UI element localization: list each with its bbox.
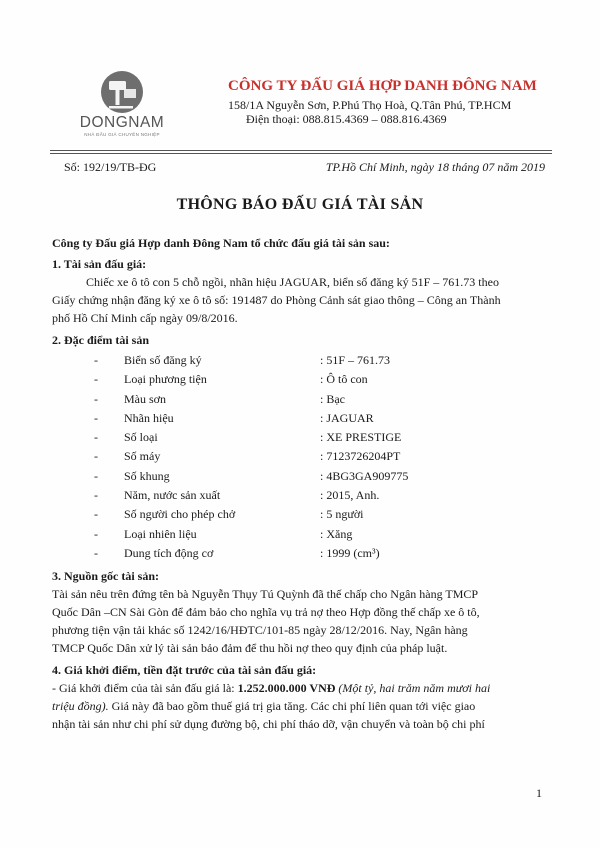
spec-value: : 7123726204PT <box>320 449 401 464</box>
section-4-line: nhận tài sản như chi phí sử dụng đường bộ, chi phí tháo dỡ, vận chuyển và toàn bộ chi phí <box>52 717 485 732</box>
company-phone: Điện thoại: 088.815.4369 – 088.816.4369 <box>246 112 447 126</box>
section-1-line: Chiếc xe ô tô con 5 chỗ ngồi, nhãn hiệu JAGUAR, biển số đăng ký 51F – 761.73 theo <box>86 275 499 289</box>
spec-value: : JAGUAR <box>320 410 374 425</box>
section-4-line <box>52 679 550 697</box>
price-in-words: (Một tỷ, hai trăm năm mươi hai <box>335 681 491 696</box>
document-body <box>52 234 550 733</box>
document-title: THÔNG BÁO ĐẤU GIÁ TÀI SẢN <box>176 196 424 213</box>
company-address: 158/1A Nguyễn Sơn, P.Phú Thọ Hoà, Q.Tân Phú, TP.HCM <box>228 98 512 112</box>
section-3-line: phương tiện vận tải khác số 1242/16/HĐTC/101-85 ngày 28/12/2016. Nay, Ngân hàng <box>52 623 468 638</box>
page-number: 1 <box>536 786 542 800</box>
section-4-text: Giá này đã bao gồm thuế giá trị gia tăng. Các chi phí liên quan tới việc giao <box>108 699 476 714</box>
spec-row <box>52 351 550 370</box>
spec-label: Nhãn hiệu <box>124 410 174 425</box>
company-logo <box>76 70 168 140</box>
spec-label: Số khung <box>124 468 170 483</box>
price-prefix: - Giá khởi điểm của tài sản đấu giá là: <box>52 681 238 696</box>
spec-label: Số loại <box>124 430 158 445</box>
spec-row <box>52 525 550 544</box>
spec-label: Dung tích động cơ <box>124 545 214 560</box>
spec-value: : 5 người <box>320 507 364 522</box>
spec-label: Loại nhiên liệu <box>124 526 197 541</box>
section-1-heading: 1. Tài sản đấu giá: <box>52 257 147 271</box>
document-date: TP.Hồ Chí Minh, ngày 18 tháng 07 năm 2019 <box>325 160 545 174</box>
spec-label: Loại phương tiện <box>124 372 207 387</box>
spec-bullet: - <box>94 526 98 541</box>
spec-row <box>52 447 550 466</box>
spec-value: : 2015, Anh. <box>320 488 380 503</box>
spec-bullet: - <box>94 353 98 367</box>
spec-bullet: - <box>94 545 98 560</box>
spec-bullet: - <box>94 488 98 503</box>
spec-value: : Ô tô con <box>320 372 368 387</box>
spec-value: : 4BG3GA909775 <box>320 468 409 483</box>
gavel-logo-icon <box>100 70 144 114</box>
document-number: Số: 192/19/TB-ĐG <box>64 160 157 174</box>
spec-bullet: - <box>94 372 98 387</box>
section-3-line: Quốc Dân –CN Sài Gòn để đảm bảo cho nghĩa vụ trả nợ theo Hợp đồng thế chấp xe ô tô, <box>52 605 480 620</box>
section-3-line: TMCP Quốc Dân xử lý tài sản bảo đảm để thu hồi nợ theo quy định của pháp luật. <box>52 641 448 656</box>
spec-row <box>52 467 550 486</box>
section-2-heading: 2. Đặc điểm tài sản <box>52 333 149 347</box>
spec-bullet: - <box>94 410 98 425</box>
section-3-heading: 3. Nguồn gốc tài sản: <box>52 569 160 584</box>
price-in-words-cont: triệu đồng). <box>52 699 109 714</box>
spec-value: : 51F – 761.73 <box>320 353 391 367</box>
header-rule-bottom <box>50 153 552 154</box>
section-4-heading: 4. Giá khởi điểm, tiền đặt trước của tài sản đấu giá: <box>52 663 317 678</box>
spec-row <box>52 428 550 447</box>
spec-row <box>52 486 550 505</box>
spec-label: Màu sơn <box>124 391 167 406</box>
section-1-line: phố Hồ Chí Minh cấp ngày 09/8/2016. <box>52 311 238 325</box>
section-4-line <box>52 697 550 715</box>
spec-value: : 1999 (cm³) <box>320 545 380 560</box>
spec-label: Số máy <box>124 449 161 464</box>
spec-label: Số người cho phép chở <box>124 507 236 522</box>
spec-label: Năm, nước sản xuất <box>124 488 221 503</box>
section-1-line: Giấy chứng nhận đăng ký xe ô tô số: 191487 do Phòng Cảnh sát giao thông – Công an Thành <box>52 293 501 307</box>
brand-name: DONGNAM <box>79 114 165 131</box>
spec-bullet: - <box>94 391 98 406</box>
spec-row <box>52 370 550 389</box>
spec-bullet: - <box>94 507 98 522</box>
intro-text: Công ty Đấu giá Hợp danh Đông Nam tổ chức đấu giá tài sản sau: <box>52 236 390 250</box>
starting-price: 1.252.000.000 VNĐ <box>237 681 336 696</box>
spec-value: : Xăng <box>320 526 353 541</box>
spec-row <box>52 390 550 409</box>
section-3-line: Tài sản nêu trên đứng tên bà Nguyễn Thụy Tú Quỳnh đã thế chấp cho Ngân hàng TMCP <box>52 587 479 602</box>
spec-value: : XE PRESTIGE <box>320 430 402 445</box>
spec-value: : Bạc <box>320 391 345 406</box>
header-rule-top <box>50 150 552 151</box>
asset-spec-list <box>52 351 550 563</box>
brand-tagline: NHÀ ĐẤU GIÁ CHUYÊN NGHIỆP <box>84 132 160 137</box>
spec-row <box>52 409 550 428</box>
spec-label: Biển số đăng ký <box>124 353 202 367</box>
company-name: CÔNG TY ĐẤU GIÁ HỢP DANH ĐÔNG NAM <box>228 78 537 94</box>
spec-bullet: - <box>94 468 98 483</box>
spec-bullet: - <box>94 449 98 464</box>
spec-bullet: - <box>94 430 98 445</box>
spec-row <box>52 505 550 524</box>
spec-row <box>52 544 550 563</box>
